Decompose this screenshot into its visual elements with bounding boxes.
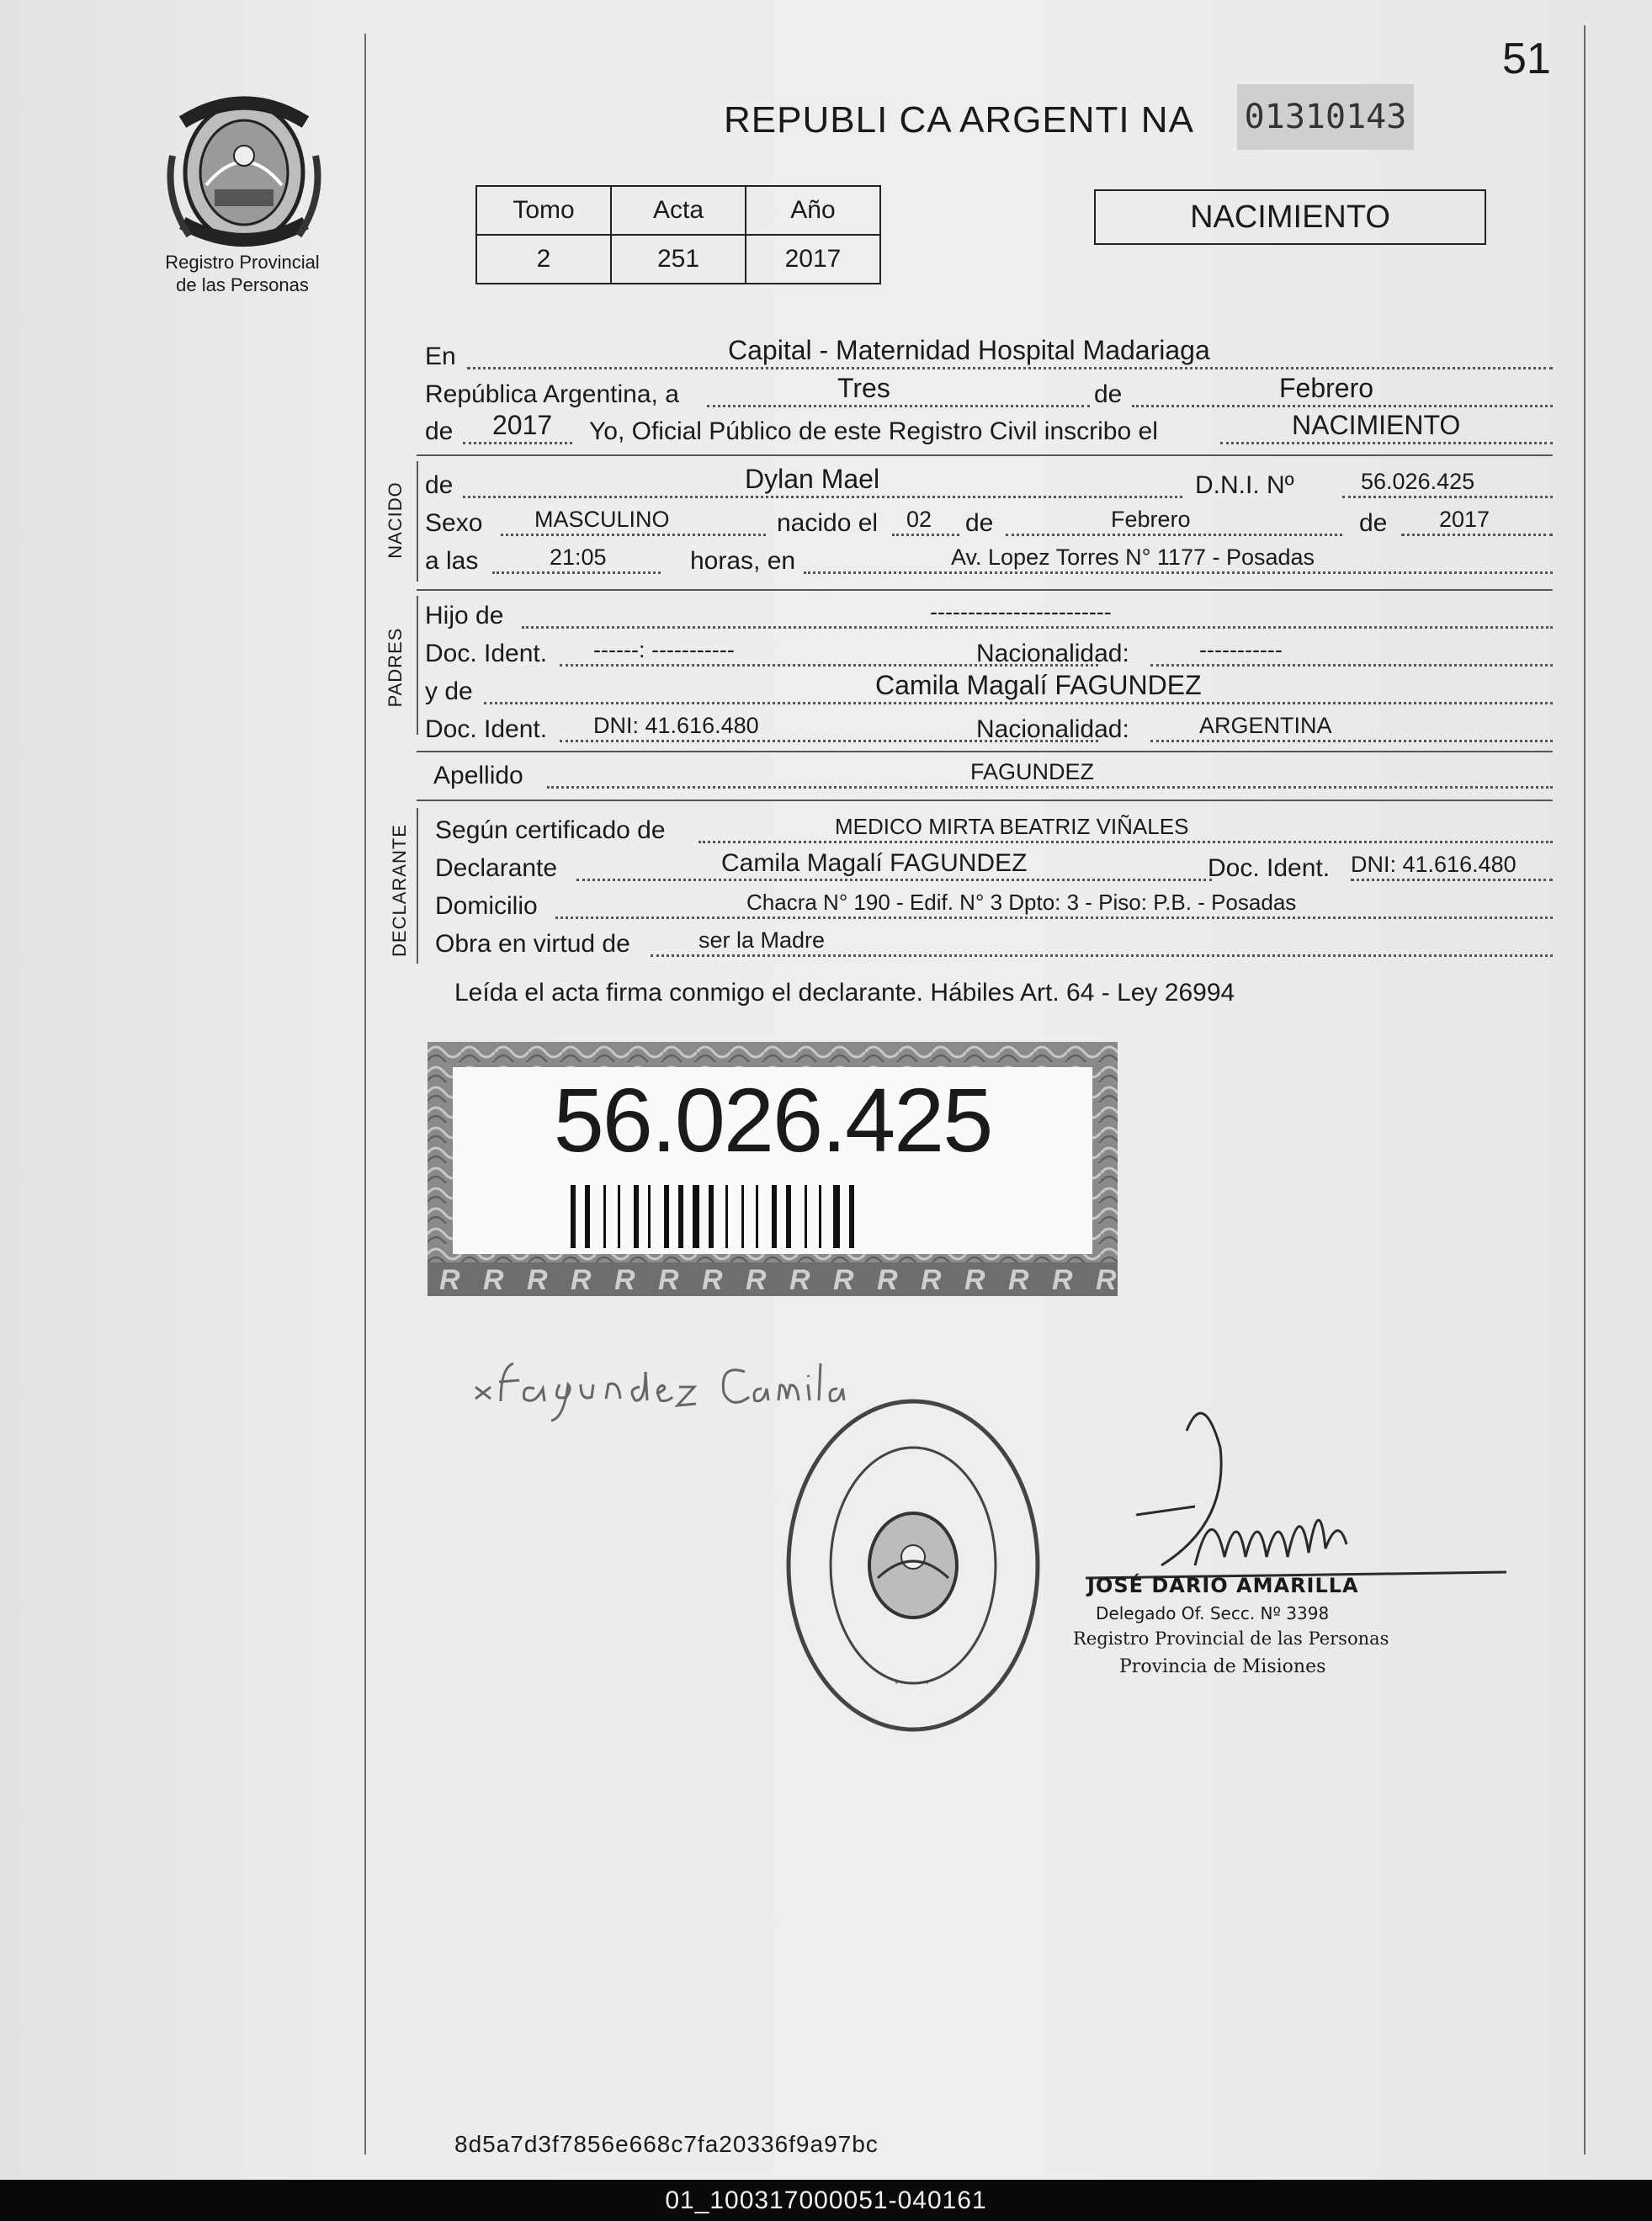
official-stamp <box>778 1393 1048 1738</box>
virtue-row <box>425 928 1553 964</box>
official-role: Delegado Of. Secc. Nº 3398 <box>1096 1603 1330 1623</box>
serial-number-stamp: 01310143 <box>1237 84 1414 150</box>
sex-birthdate-row <box>425 507 1553 543</box>
father-row <box>425 600 1553 635</box>
sex-label: Sexo <box>425 509 483 537</box>
father-value: ------------------------ <box>930 599 1112 624</box>
mother-label: y de <box>425 677 473 705</box>
mother-value: Camila Magalí FAGUNDEZ <box>875 670 1202 700</box>
svg-text:R: R <box>1008 1264 1029 1296</box>
official-handwritten-signature <box>1086 1397 1523 1591</box>
svg-text:R: R <box>439 1264 460 1296</box>
declarant-label: Declarante <box>435 854 558 882</box>
nacido-section-label: NACIDO <box>385 481 406 559</box>
surname-label: Apellido <box>433 762 523 789</box>
mother-row <box>425 670 1553 711</box>
certificate-label: Según certificado de <box>435 816 666 844</box>
father-label: Hijo de <box>425 602 504 630</box>
issuer-name <box>141 251 343 296</box>
father-doc-value: ------: ----------- <box>593 637 735 662</box>
svg-text:R: R <box>921 1264 942 1296</box>
svg-text:R: R <box>702 1264 723 1296</box>
separator-padres-top <box>417 589 1553 591</box>
surname-row <box>425 760 1553 795</box>
svg-text:R: R <box>1096 1264 1117 1296</box>
sex-value: MASCULINO <box>534 507 670 532</box>
svg-text:R: R <box>1052 1264 1073 1296</box>
declarant-doc-label: Doc. Ident. <box>1208 854 1331 882</box>
date-day: Tres <box>837 373 890 403</box>
country-title: REPUBLI CA ARGENTI NA <box>724 99 1194 141</box>
separator-declarante-top <box>417 800 1553 801</box>
barcode-number: 56.026.425 <box>553 1069 992 1171</box>
birth-place-label: horas, en <box>690 547 796 575</box>
inscription-type-value: NACIMIENTO <box>1292 410 1461 440</box>
svg-text:R: R <box>964 1264 985 1296</box>
right-margin-line <box>1584 25 1586 2155</box>
mother-nationality-label: Nacionalidad: <box>976 715 1129 743</box>
record-reference-table <box>475 185 881 284</box>
date-label-2: de <box>1094 380 1123 408</box>
mother-doc-value: DNI: 41.616.480 <box>593 713 759 738</box>
official-organization: Registro Provincial de las Personas <box>1073 1629 1389 1649</box>
official-name: JOSÉ DARIO AMARILLA <box>1087 1574 1359 1597</box>
separator-nacido-top <box>417 454 1553 456</box>
certificate-row <box>425 815 1553 850</box>
svg-text:R: R <box>833 1264 854 1296</box>
place-value: Capital - Maternidad Hospital Madariaga <box>728 335 1210 365</box>
province-coat-of-arms-logo <box>164 88 324 248</box>
acta-value: 251 <box>611 235 746 284</box>
document-hash: 8d5a7d3f7856e668c7fa20336f9a97bc <box>454 2131 879 2157</box>
year-row <box>425 410 1553 451</box>
address-label: Domicilio <box>435 892 538 920</box>
dni-barcode-label <box>428 1042 1118 1296</box>
declarante-section-label: DECLARANTE <box>389 824 410 957</box>
mother-doc-label: Doc. Ident. <box>425 715 548 743</box>
place-row <box>425 335 1553 376</box>
declarant-value: Camila Magalí FAGUNDEZ <box>721 849 1028 877</box>
issuer-line-2: de las Personas <box>176 274 309 295</box>
father-nationality-value: ----------- <box>1199 637 1283 662</box>
svg-text:R: R <box>571 1264 592 1296</box>
father-nationality-label: Nacionalidad: <box>976 640 1129 667</box>
legal-statement: Leída el acta firma conmigo el declarante. Hábiles Art. 64 - Ley 26994 <box>454 979 1235 1007</box>
page-number: 51 <box>1502 35 1551 83</box>
dni-label: D.N.I. Nº <box>1195 471 1294 499</box>
date-label-1: República Argentina, a <box>425 380 679 408</box>
svg-text:R: R <box>658 1264 679 1296</box>
tomo-header: Tomo <box>476 186 611 235</box>
born-year-value: 2017 <box>1439 507 1490 532</box>
virtue-value: ser la Madre <box>699 927 826 953</box>
svg-text:R: R <box>527 1264 548 1296</box>
year-label-2: Yo, Oficial Público de este Registro Civil inscribo el <box>589 417 1158 445</box>
anio-header: Año <box>746 186 880 235</box>
newborn-name-value: Dylan Mael <box>745 464 880 494</box>
svg-text:R: R <box>614 1264 635 1296</box>
certificate-value: MEDICO MIRTA BEATRIZ VIÑALES <box>835 814 1189 839</box>
date-month: Febrero <box>1279 373 1374 403</box>
date-row <box>425 373 1553 414</box>
issuer-line-1: Registro Provincial <box>165 252 320 273</box>
born-of-label-2: de <box>1359 509 1388 537</box>
born-label: nacido el <box>777 509 879 537</box>
padres-section-label: PADRES <box>385 627 406 708</box>
address-row <box>425 890 1553 926</box>
address-value: Chacra N° 190 - Edif. N° 3 Dpto: 3 - Piso: P.B. - Posadas <box>746 890 1297 915</box>
place-label: En <box>425 343 456 370</box>
anio-value: 2017 <box>746 235 880 284</box>
born-month-value: Febrero <box>1111 507 1191 532</box>
svg-text:R: R <box>746 1264 767 1296</box>
svg-text:R: R <box>789 1264 810 1296</box>
left-margin-line <box>364 34 366 2155</box>
mother-doc-row <box>425 714 1553 749</box>
declarant-row <box>425 849 1553 888</box>
surname-value: FAGUNDEZ <box>970 759 1095 784</box>
time-label: a las <box>425 547 479 575</box>
birth-place-value: Av. Lopez Torres N° 1177 - Posadas <box>951 545 1315 570</box>
born-of-label: de <box>965 509 994 537</box>
tomo-value: 2 <box>476 235 611 284</box>
birth-time-place-row <box>425 545 1553 581</box>
time-value: 21:05 <box>550 545 607 570</box>
father-doc-row <box>425 638 1553 673</box>
declarant-doc-value: DNI: 41.616.480 <box>1351 852 1517 877</box>
year-label-1: de <box>425 417 454 445</box>
separator-apellido-top <box>417 751 1553 752</box>
virtue-label: Obra en virtud de <box>435 930 630 958</box>
year-value: 2017 <box>492 410 553 440</box>
father-doc-label: Doc. Ident. <box>425 640 548 667</box>
acta-header: Acta <box>611 186 746 235</box>
newborn-name-row <box>425 464 1553 505</box>
footer-document-id: 01_100317000051-040161 <box>0 2180 1652 2221</box>
mother-nationality-value: ARGENTINA <box>1199 713 1332 738</box>
born-day-value: 02 <box>906 507 932 532</box>
newborn-dni-value: 56.026.425 <box>1361 469 1475 494</box>
official-province: Provincia de Misiones <box>1119 1656 1326 1677</box>
newborn-name-label: de <box>425 471 454 499</box>
svg-text:R: R <box>483 1264 504 1296</box>
svg-text:R: R <box>877 1264 898 1296</box>
document-type-box: NACIMIENTO <box>1094 189 1486 245</box>
svg-text:· · ·: · · · <box>893 1673 933 1692</box>
